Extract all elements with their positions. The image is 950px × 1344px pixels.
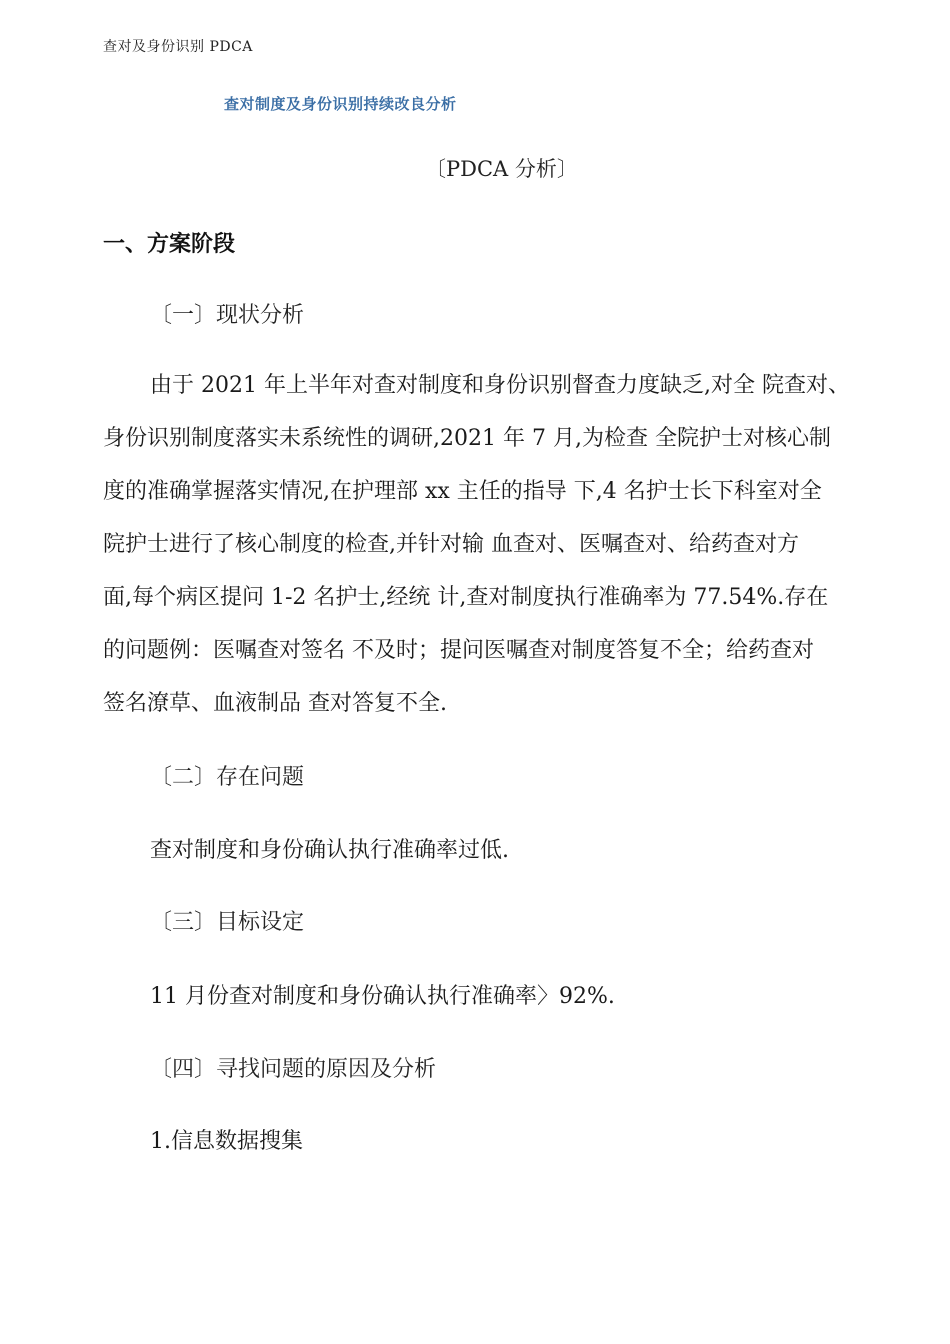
section-heading-plan-stage: 一、方案阶段	[103, 232, 236, 257]
paragraph-line: 身份识别制度落实未系统性的调研,2021 年 7 月,为检查 全院护士对核心制	[103, 426, 831, 451]
paragraph-line: 的问题例：医嘱查对签名 不及时；提问医嘱查对制度答复不全；给药查对	[103, 638, 814, 663]
problem-statement: 查对制度和身份确认执行准确率过低.	[150, 838, 509, 863]
paragraph-line: 面,每个病区提问 1-2 名护士,经统 计,查对制度执行准确率为 77.54%.存在	[103, 585, 829, 610]
subheading-status-analysis: 〔一〕现状分析	[150, 303, 305, 328]
paragraph-line: 由于 2021 年上半年对查对制度和身份识别督查力度缺乏,对全 院查对、	[150, 373, 850, 398]
document-title: 查对制度及身份识别持续改良分析	[224, 95, 457, 113]
subheading-existing-problems: 〔二〕存在问题	[150, 765, 305, 790]
running-header: 查对及身份识别 PDCA	[103, 39, 253, 55]
paragraph-line: 签名潦草、血液制品 查对答复不全.	[103, 691, 447, 716]
subheading-cause-analysis: 〔四〕寻找问题的原因及分析	[150, 1057, 437, 1082]
paragraph-status-analysis	[103, 359, 903, 730]
document-subtitle: 〔PDCA 分析〕	[425, 157, 578, 181]
paragraph-line: 度的准确掌握落实情况,在护理部 xx 主任的指导 下,4 名护士长下科室对全	[103, 479, 822, 504]
subheading-goal-setting: 〔三〕目标设定	[150, 910, 305, 935]
goal-statement: 11 月份查对制度和身份确认执行准确率〉92%.	[150, 984, 615, 1009]
paragraph-line: 院护士进行了核心制度的检查,并针对输 血查对、医嘱查对、给药查对方	[103, 532, 799, 557]
list-item-info-collection: 1.信息数据搜集	[150, 1129, 303, 1154]
